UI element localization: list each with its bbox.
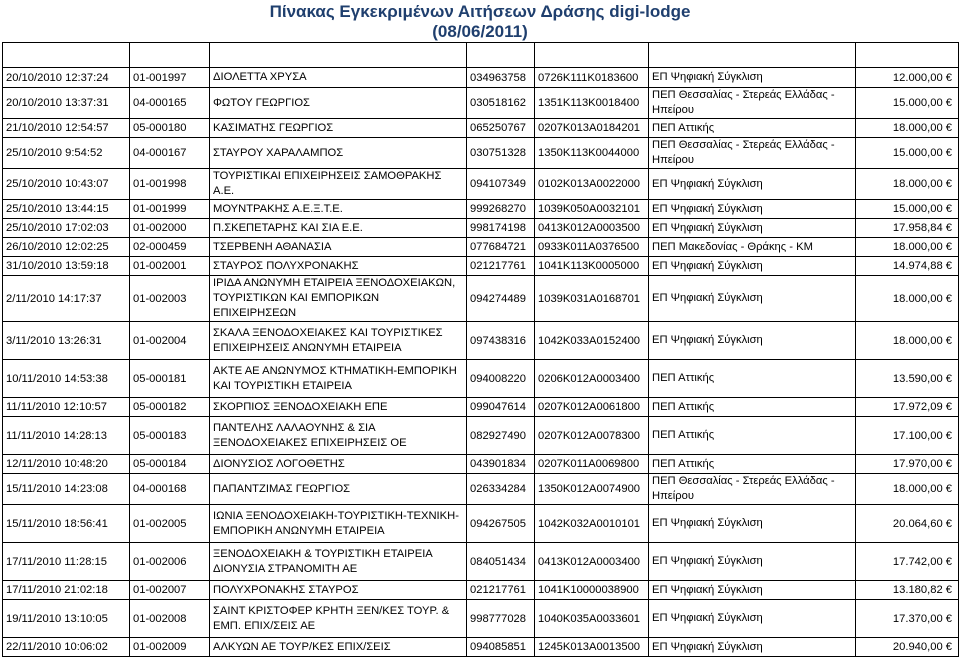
applicant-name-cell: ΣΚΑΛΑ ΞΕΝΟΔΟΧΕΙΑΚΕΣ ΚΑΙ ΤΟΥΡΙΣΤΙΚΕΣ ΕΠΙΧΕΙΡΗΣΕΙΣ ΑΝΩΝΥΜΗ ΕΤΑΙΡΕΙΑ <box>210 322 467 360</box>
applicant-name-cell: ΤΣΕΡΒΕΝΗ ΑΘΑΝΑΣΙΑ <box>210 238 467 257</box>
applications-table-body <box>3 43 959 657</box>
empty-cell <box>130 43 210 68</box>
submission-date-cell: 25/10/2010 10:43:07 <box>3 169 130 200</box>
amount-cell: 14.974,88 € <box>856 257 959 276</box>
applicant-name-cell: ΙΡΙΔΑ ΑΝΩΝΥΜΗ ΕΤΑΙΡΕΙΑ ΞΕΝΟΔΟΧΕΙΑΚΩΝ, ΤΟΥΡΙΣΤΙΚΩΝ ΚΑΙ ΕΜΠΟΡΙΚΩΝ ΕΠΙΧΕΙΡΗΣΕΩΝ <box>210 276 467 322</box>
submission-date-cell: 25/10/2010 9:54:52 <box>3 138 130 169</box>
program-cell: ΠΕΠ Θεσσαλίας - Στερεάς Ελλάδας - Ηπείρου <box>649 88 856 119</box>
amount-cell: 18.000,00 € <box>856 322 959 360</box>
project-code-cell: 0207K011A0069800 <box>535 455 649 474</box>
submission-date-cell: 15/11/2010 18:56:41 <box>3 505 130 543</box>
amount-cell: 18.000,00 € <box>856 474 959 505</box>
tax-id-cell: 026334284 <box>467 474 535 505</box>
application-code-cell: 01-002006 <box>130 543 210 581</box>
project-code-cell: 1350K113K0044000 <box>535 138 649 169</box>
submission-date-cell: 31/10/2010 13:59:18 <box>3 257 130 276</box>
tax-id-cell: 097438316 <box>467 322 535 360</box>
project-code-cell: 1042K033A0152400 <box>535 322 649 360</box>
project-code-cell: 0206K012A0003400 <box>535 360 649 398</box>
application-code-cell: 05-000182 <box>130 398 210 417</box>
table-row <box>3 200 959 219</box>
application-code-cell: 01-002007 <box>130 581 210 600</box>
submission-date-cell: 26/10/2010 12:02:25 <box>3 238 130 257</box>
tax-id-cell: 034963758 <box>467 68 535 88</box>
applicant-name-cell: ΑΛΚΥΩΝ ΑΕ ΤΟΥΡ/ΚΕΣ ΕΠΙΧ/ΣΕΙΣ <box>210 638 467 657</box>
submission-date-cell: 10/11/2010 14:53:38 <box>3 360 130 398</box>
tax-id-cell: 077684721 <box>467 238 535 257</box>
program-cell: ΕΠ Ψηφιακή Σύγκλιση <box>649 200 856 219</box>
table-row <box>3 88 959 119</box>
tax-id-cell: 084051434 <box>467 543 535 581</box>
applications-table <box>2 42 959 657</box>
empty-cell <box>535 43 649 68</box>
applicant-name-cell: ΣΚΟΡΠΙΟΣ ΞΕΝΟΔΟΧΕΙΑΚΗ ΕΠΕ <box>210 398 467 417</box>
application-code-cell: 01-002004 <box>130 322 210 360</box>
table-row <box>3 638 959 657</box>
submission-date-cell: 15/11/2010 14:23:08 <box>3 474 130 505</box>
project-code-cell: 0413K012A0003400 <box>535 543 649 581</box>
table-row <box>3 505 959 543</box>
program-cell: ΕΠ Ψηφιακή Σύγκλιση <box>649 276 856 322</box>
project-code-cell: 1245K013A0013500 <box>535 638 649 657</box>
amount-cell: 17.972,09 € <box>856 398 959 417</box>
submission-date-cell: 2/11/2010 14:17:37 <box>3 276 130 322</box>
applicant-name-cell: Π.ΣΚΕΠΕΤΑΡΗΣ ΚΑΙ ΣΙΑ Ε.Ε. <box>210 219 467 238</box>
table-row <box>3 169 959 200</box>
program-cell: ΕΠ Ψηφιακή Σύγκλιση <box>649 581 856 600</box>
application-code-cell: 04-000168 <box>130 474 210 505</box>
submission-date-cell: 17/11/2010 11:28:15 <box>3 543 130 581</box>
project-code-cell: 1041K10000038900 <box>535 581 649 600</box>
submission-date-cell: 12/11/2010 10:48:20 <box>3 455 130 474</box>
table-row <box>3 322 959 360</box>
submission-date-cell: 17/11/2010 21:02:18 <box>3 581 130 600</box>
amount-cell: 15.000,00 € <box>856 200 959 219</box>
page-title: Πίνακας Εγκεκριμένων Αιτήσεων Δράσης digi-lodge <box>269 2 691 21</box>
amount-cell: 18.000,00 € <box>856 238 959 257</box>
project-code-cell: 0933K011A0376500 <box>535 238 649 257</box>
project-code-cell: 0102K013A0022000 <box>535 169 649 200</box>
applicant-name-cell: ΑΚΤΕ ΑΕ ΑΝΩΝΥΜΟΣ ΚΤΗΜΑΤΙΚΗ-ΕΜΠΟΡΙΚΗ ΚΑΙ ΤΟΥΡΙΣΤΙΚΗ ΕΤΑΙΡΕΙΑ <box>210 360 467 398</box>
empty-row <box>3 43 959 68</box>
tax-id-cell: 021217761 <box>467 257 535 276</box>
program-cell: ΕΠ Ψηφιακή Σύγκλιση <box>649 219 856 238</box>
program-cell: ΕΠ Ψηφιακή Σύγκλιση <box>649 68 856 88</box>
submission-date-cell: 20/10/2010 12:37:24 <box>3 68 130 88</box>
applicant-name-cell: ΙΩΝΙΑ ΞΕΝΟΔΟΧΕΙΑΚΗ-ΤΟΥΡΙΣΤΙΚΗ-ΤΕΧΝΙΚΗ-ΕΜΠΟΡΙΚΗ ΑΝΩΝΥΜΗ ΕΤΑΙΡΕΙΑ <box>210 505 467 543</box>
tax-id-cell: 998777028 <box>467 600 535 638</box>
applicant-name-cell: ΚΑΣΙΜΑΤΗΣ ΓΕΩΡΓΙΟΣ <box>210 119 467 138</box>
table-row <box>3 455 959 474</box>
table-row <box>3 543 959 581</box>
program-cell: ΕΠ Ψηφιακή Σύγκλιση <box>649 322 856 360</box>
project-code-cell: 1042K032A0010101 <box>535 505 649 543</box>
project-code-cell: 1041K113K0005000 <box>535 257 649 276</box>
application-code-cell: 02-000459 <box>130 238 210 257</box>
program-cell: ΠΕΠ Αττικής <box>649 398 856 417</box>
amount-cell: 12.000,00 € <box>856 68 959 88</box>
program-cell: ΕΠ Ψηφιακή Σύγκλιση <box>649 257 856 276</box>
tax-id-cell: 998174198 <box>467 219 535 238</box>
amount-cell: 17.970,00 € <box>856 455 959 474</box>
project-code-cell: 1351K113K0018400 <box>535 88 649 119</box>
amount-cell: 20.940,00 € <box>856 638 959 657</box>
application-code-cell: 05-000184 <box>130 455 210 474</box>
program-cell: ΠΕΠ Αττικής <box>649 360 856 398</box>
applicant-name-cell: ΠΟΛΥΧΡΟΝΑΚΗΣ ΣΤΑΥΡΟΣ <box>210 581 467 600</box>
applicant-name-cell: ΤΟΥΡΙΣΤΙΚΑΙ ΕΠΙΧΕΙΡΗΣΕΙΣ ΣΑΜΟΘΡΑΚΗΣ Α.Ε. <box>210 169 467 200</box>
amount-cell: 17.958,84 € <box>856 219 959 238</box>
page-date: (08/06/2011) <box>432 22 528 41</box>
project-code-cell: 0207K013A0184201 <box>535 119 649 138</box>
tax-id-cell: 094274489 <box>467 276 535 322</box>
submission-date-cell: 20/10/2010 13:37:31 <box>3 88 130 119</box>
table-row <box>3 417 959 455</box>
empty-cell <box>649 43 856 68</box>
table-row <box>3 398 959 417</box>
tax-id-cell: 094107349 <box>467 169 535 200</box>
amount-cell: 15.000,00 € <box>856 88 959 119</box>
empty-cell <box>856 43 959 68</box>
program-cell: ΠΕΠ Αττικής <box>649 455 856 474</box>
amount-cell: 18.000,00 € <box>856 119 959 138</box>
program-cell: ΕΠ Ψηφιακή Σύγκλιση <box>649 169 856 200</box>
application-code-cell: 01-001997 <box>130 68 210 88</box>
applicant-name-cell: ΣΑΙΝΤ ΚΡΙΣΤΟΦΕΡ ΚΡΗΤΗ ΞΕΝ/ΚΕΣ ΤΟΥΡ. & ΕΜΠ. ΕΠΙΧ/ΣΕΙΣ ΑΕ <box>210 600 467 638</box>
table-row <box>3 360 959 398</box>
application-code-cell: 01-002005 <box>130 505 210 543</box>
tax-id-cell: 030751328 <box>467 138 535 169</box>
table-row <box>3 581 959 600</box>
tax-id-cell: 999268270 <box>467 200 535 219</box>
table-row <box>3 68 959 88</box>
amount-cell: 17.742,00 € <box>856 543 959 581</box>
empty-cell <box>467 43 535 68</box>
tax-id-cell: 094085851 <box>467 638 535 657</box>
program-cell: ΠΕΠ Θεσσαλίας - Στερεάς Ελλάδας - Ηπείρου <box>649 474 856 505</box>
amount-cell: 20.064,60 € <box>856 505 959 543</box>
amount-cell: 18.000,00 € <box>856 276 959 322</box>
tax-id-cell: 065250767 <box>467 119 535 138</box>
project-code-cell: 0413K012A0003500 <box>535 219 649 238</box>
table-row <box>3 219 959 238</box>
application-code-cell: 04-000165 <box>130 88 210 119</box>
submission-date-cell: 11/11/2010 12:10:57 <box>3 398 130 417</box>
application-code-cell: 01-002009 <box>130 638 210 657</box>
tax-id-cell: 082927490 <box>467 417 535 455</box>
application-code-cell: 01-002003 <box>130 276 210 322</box>
table-row <box>3 138 959 169</box>
project-code-cell: 1350K012A0074900 <box>535 474 649 505</box>
application-code-cell: 05-000183 <box>130 417 210 455</box>
project-code-cell: 1039K050A0032101 <box>535 200 649 219</box>
application-code-cell: 01-002000 <box>130 219 210 238</box>
submission-date-cell: 22/11/2010 10:06:02 <box>3 638 130 657</box>
submission-date-cell: 3/11/2010 13:26:31 <box>3 322 130 360</box>
program-cell: ΠΕΠ Θεσσαλίας - Στερεάς Ελλάδας - Ηπείρου <box>649 138 856 169</box>
tax-id-cell: 043901834 <box>467 455 535 474</box>
table-row <box>3 238 959 257</box>
table-row <box>3 600 959 638</box>
table-row <box>3 119 959 138</box>
applicant-name-cell: ΔΙΟΝΥΣΙΟΣ ΛΟΓΟΘΕΤΗΣ <box>210 455 467 474</box>
tax-id-cell: 094267505 <box>467 505 535 543</box>
submission-date-cell: 25/10/2010 13:44:15 <box>3 200 130 219</box>
applicant-name-cell: ΣΤΑΥΡΟΣ ΠΟΛΥΧΡΟΝΑΚΗΣ <box>210 257 467 276</box>
application-code-cell: 01-001998 <box>130 169 210 200</box>
submission-date-cell: 19/11/2010 13:10:05 <box>3 600 130 638</box>
program-cell: ΠΕΠ Αττικής <box>649 417 856 455</box>
applicant-name-cell: ΣΤΑΥΡΟΥ ΧΑΡΑΛΑΜΠΟΣ <box>210 138 467 169</box>
project-code-cell: 0207K012A0078300 <box>535 417 649 455</box>
application-code-cell: 01-002001 <box>130 257 210 276</box>
application-code-cell: 05-000181 <box>130 360 210 398</box>
table-row <box>3 257 959 276</box>
tax-id-cell: 094008220 <box>467 360 535 398</box>
program-cell: ΠΕΠ Αττικής <box>649 119 856 138</box>
program-cell: ΕΠ Ψηφιακή Σύγκλιση <box>649 543 856 581</box>
applicant-name-cell: ΜΟΥΝΤΡΑΚΗΣ Α.Ε.Ξ.Τ.Ε. <box>210 200 467 219</box>
submission-date-cell: 21/10/2010 12:54:57 <box>3 119 130 138</box>
program-cell: ΠΕΠ Μακεδονίας - Θράκης - ΚΜ <box>649 238 856 257</box>
application-code-cell: 01-001999 <box>130 200 210 219</box>
tax-id-cell: 021217761 <box>467 581 535 600</box>
application-code-cell: 04-000167 <box>130 138 210 169</box>
tax-id-cell: 099047614 <box>467 398 535 417</box>
application-code-cell: 05-000180 <box>130 119 210 138</box>
applicant-name-cell: ΠΑΝΤΕΛΗΣ ΛΑΛΑΟΥΝΗΣ & ΣΙΑ ΞΕΝΟΔΟΧΕΙΑΚΕΣ ΕΠΙΧΕΙΡΗΣΕΙΣ ΟΕ <box>210 417 467 455</box>
empty-cell <box>3 43 130 68</box>
submission-date-cell: 25/10/2010 17:02:03 <box>3 219 130 238</box>
applicant-name-cell: ΦΩΤΟΥ ΓΕΩΡΓΙΟΣ <box>210 88 467 119</box>
amount-cell: 17.100,00 € <box>856 417 959 455</box>
project-code-cell: 0207K012A0061800 <box>535 398 649 417</box>
amount-cell: 17.370,00 € <box>856 600 959 638</box>
applicant-name-cell: ΠΑΠΑΝΤΖΙΜΑΣ ΓΕΩΡΓΙΟΣ <box>210 474 467 505</box>
tax-id-cell: 030518162 <box>467 88 535 119</box>
amount-cell: 15.000,00 € <box>856 138 959 169</box>
amount-cell: 18.000,00 € <box>856 169 959 200</box>
amount-cell: 13.590,00 € <box>856 360 959 398</box>
project-code-cell: 1039K031A0168701 <box>535 276 649 322</box>
empty-cell <box>210 43 467 68</box>
applicant-name-cell: ΔΙΟΛΕΤΤΑ ΧΡΥΣΑ <box>210 68 467 88</box>
table-row <box>3 276 959 322</box>
application-code-cell: 01-002008 <box>130 600 210 638</box>
program-cell: ΕΠ Ψηφιακή Σύγκλιση <box>649 600 856 638</box>
applicant-name-cell: ΞΕΝΟΔΟΧΕΙΑΚΗ & ΤΟΥΡΙΣΤΙΚΗ ΕΤΑΙΡΕΙΑ ΔΙΟΝΥΣΙΑ ΣΤΡΑΝΟΜΙΤΗ ΑΕ <box>210 543 467 581</box>
table-row <box>3 474 959 505</box>
project-code-cell: 1040K035A0033601 <box>535 600 649 638</box>
project-code-cell: 0726K111K0183600 <box>535 68 649 88</box>
submission-date-cell: 11/11/2010 14:28:13 <box>3 417 130 455</box>
amount-cell: 13.180,82 € <box>856 581 959 600</box>
program-cell: ΕΠ Ψηφιακή Σύγκλιση <box>649 505 856 543</box>
program-cell: ΕΠ Ψηφιακή Σύγκλιση <box>649 638 856 657</box>
